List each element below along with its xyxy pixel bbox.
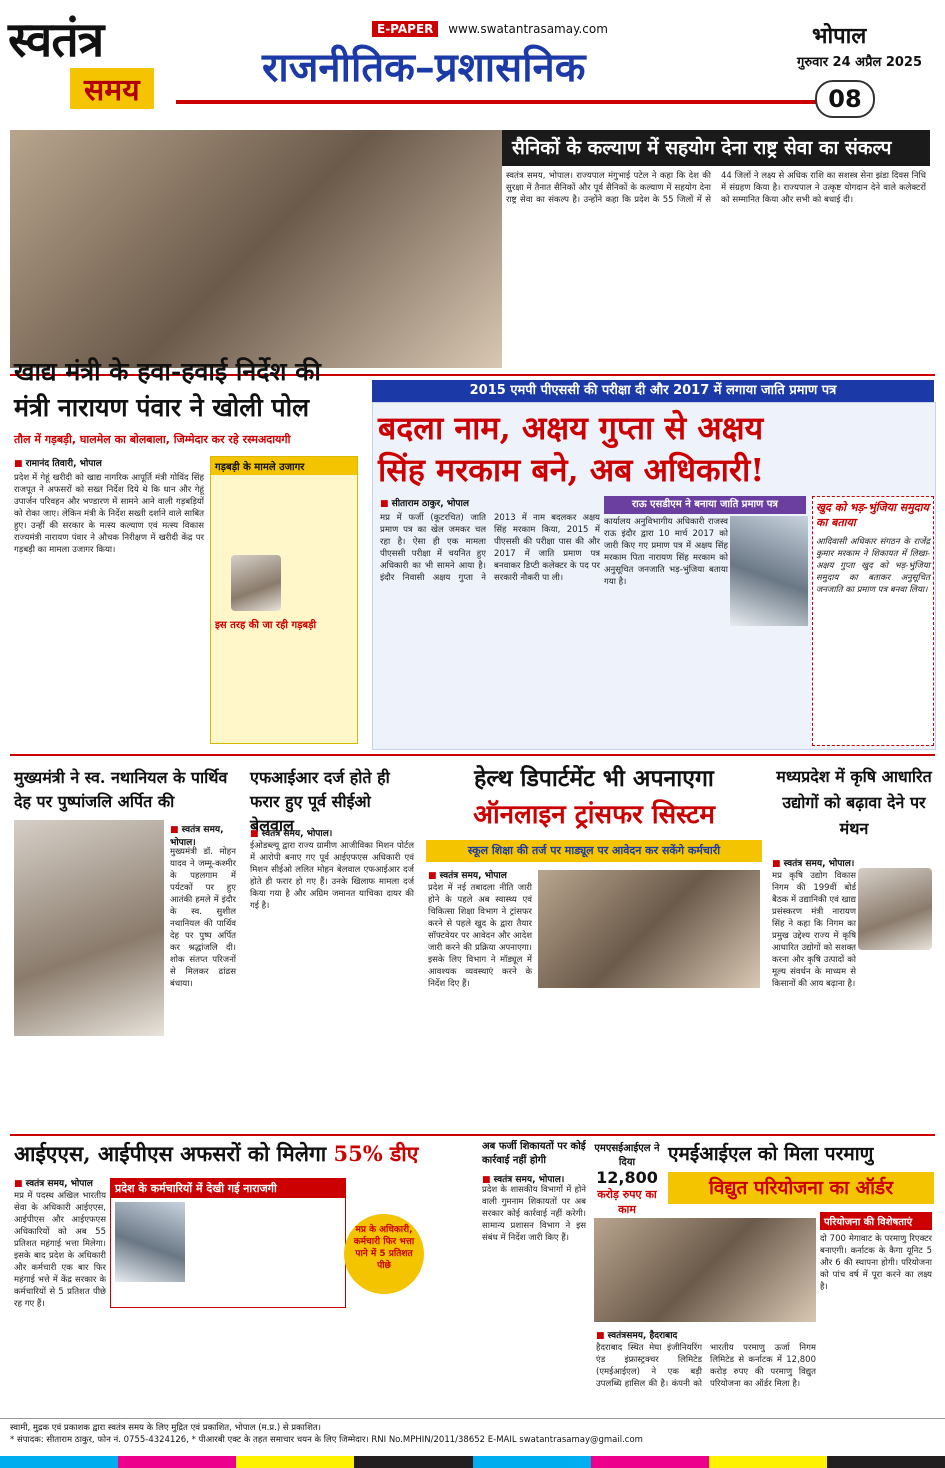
story7-text: मप्र कृषि उद्योग विकास निगम की 199वीं बोर्ड बैठक में उद्यानिकी एवं खाद्य प्रसंस्करण मंत्री नारायण सिंह ने कहा कि निगम का प्रमुख उद्देश्य राज्य में कृषि आधारित उद्योगों को सशक्त करना और कृषि उत्पादों को मूल्य संवर्धन के माध्यम से किसानों की आय बढ़ाना है। <box>772 871 857 989</box>
epaper-tag: E-PAPER <box>372 21 438 37</box>
story2-headline: खाद्य मंत्री के हवा-हवाई निर्देश की मंत्री नारायण पंवार ने खोली पोल <box>14 357 321 422</box>
masthead-top: स्वतंत्र <box>8 12 104 68</box>
story10-byline: ■ स्वतंत्रसमय, हैदराबाद <box>596 1328 677 1341</box>
imprint-line-1: स्वामी, मुद्रक एवं प्रकाशक द्वारा स्वतंत्र समय के लिए मुद्रित एवं प्रकाशित, भोपाल (म.प्र.) से प्रकाशित। <box>10 1423 321 1433</box>
story7-headline: मध्यप्रदेश में कृषि आधारित उद्योगों को बढ़ावा देने पर मंथन <box>776 767 932 838</box>
story3-text: मप्र में फर्जी (कूटरचित) जाति प्रमाण पत्र का खेल जमकर चल रहा है। ऐसा ही एक मामला पीएससी परीक्षा में चयनित हुए अधिकारी का भी सामने आया है। इंदौर निवासी अक्षय गुप्ता ने 2013 में नाम बदलकर अक्षय सिंह मरकाम किया, 2015 में पीएससी की परीक्षा पास की और 2017 में जाति प्रमाण पत्र बनवाकर डिप्टी कलेक्टर के पद पर सरकारी नौकरी पा ली। <box>380 513 600 583</box>
story3-side-text: आदिवासी अधिकार संगठन के राजेंद्र कुमार मरकाम ने शिकायत में लिखा-अक्षय गुप्ता खुद को भड़-भुंजिया समुदाय का बताकर अनुसूचित जनजाति का प्रमाण पत्र बनवा लिया। <box>816 537 930 595</box>
story1-text: स्वतंत्र समय, भोपाल। राज्यपाल मंगुभाई पटेल ने कहा कि देश की सुरक्षा में तैनात सैनिकों और पूर्व सैनिकों के कल्याण में सहयोग देना राष्ट्र सेवा का संकल्प है। उन्होंने कहा कि प्रदेश के 55 जिलों में से 44 जिलों ने लक्ष्य से अधिक राशि का सशस्त्र सेना झंडा दिवस निधि में संग्रहण किया है। राज्यपाल ने उत्कृष्ट योगदान देने वाले कलेक्टरों को सम्मानित किया और सभी को बधाई दी। <box>506 171 926 205</box>
story2-sidebox <box>210 456 358 744</box>
print-color-bar <box>0 1456 945 1468</box>
story5-text: ईओडब्ल्यू द्वारा राज्य ग्रामीण आजीविका मिशन पोर्टल में आरोपी बनाए गए पूर्व आईएफएस अधिकारी एवं मिशन सीईओ ललित मोहन बेलवाल एफआईआर दर्ज होते ही फरार हो गए हैं। उनके खिलाफ मामला दर्ज किया गया है और अग्रिम जमानत याचिका दायर की गई है। <box>250 841 414 911</box>
story3-byline: ■ सीताराम ठाकुर, भोपाल <box>380 496 469 509</box>
story2-subhead: तौल में गड़बड़ी, घालमेल का बोलबाला, जिम्मेदार कर रहे रस्मअदायगी <box>14 433 291 446</box>
story10-features <box>820 1212 932 1414</box>
city: भोपाल <box>812 24 867 49</box>
cm-tribute-photo <box>14 820 164 1036</box>
site-url[interactable]: www.swatantrasamay.com <box>448 22 608 36</box>
page-number: 08 <box>815 80 875 118</box>
story6-subhead: स्कूल शिक्षा की तर्ज पर माड्यूल पर आवेदन कर सकेंगे कर्मचारी <box>426 840 762 862</box>
story4-headline: मुख्यमंत्री ने स्व. नथानियल के पार्थिव देह पर पुष्पांजलि अर्पित की <box>14 768 228 811</box>
story5-headline: एफआईआर दर्ज होते ही फरार हुए पूर्व सीईओ बेलवाल <box>250 768 390 835</box>
story10-feature-title: परियोजना की विशेषताएं <box>820 1212 932 1230</box>
date: गुरुवार 24 अप्रैल 2025 <box>797 55 922 70</box>
story10-text: हैदराबाद स्थित मेघा इंजीनियरिंग एंड इंफ्रास्ट्रक्चर लिमिटेड (एमईआईएल) ने एक बड़ी उपलब्धि हासिल की है। कंपनी को भारतीय परमाणु ऊर्जा निगम लिमिटेड से कर्नाटक में 12,800 करोड़ रुपए की परमाणु विद्युत परियोजना का ऑर्डर मिला है। <box>596 1343 816 1389</box>
masthead-bottom: समय <box>70 68 154 109</box>
story6-text: प्रदेश में नई तबादला नीति जारी होने के पहले अब स्वास्थ्य एवं चिकित्सा शिक्षा विभाग ने ट्रांसफर करने से पहले खुद के द्वारा तैयार सॉफ्टवेयर पर आवेदन और आदेश जारी करने की प्रक्रिया अपनाएगा। इसके लिए विभाग ने मॉड्यूल में आवश्यक व्यवस्थाएं करने के निर्देश दिए हैं। <box>428 883 532 989</box>
imprint-line-2: * संपादक: सीताराम ठाकुर, फोन नं. 0755-4324126, * पीआरबी एक्ट के तहत समाचार चयन के लिए जिम्मेदार। RNI No.MPHIN/2011/38652 E-MAIL swatantrasamay@gmail.com <box>10 1435 643 1445</box>
story3-sidebox <box>812 496 934 746</box>
story3-subbar: राऊ एसडीएम ने बनाया जाति प्रमाण पत्र <box>604 496 806 514</box>
story8-text: मप्र में पदस्थ अखिल भारतीय सेवा के अधिकारी आईएएस, आईपीएस और आईएफएस अधिकारियों को अब 55 प्रतिशत महंगाई भत्ता मिलेगा। इसके बाद प्रदेश के अधिकारी और कर्मचारी एक बार फिर महंगाई भत्ते में केंद्र सरकार के कर्मचारियों से 5 प्रतिशत पीछे रह गए हैं। <box>14 1191 106 1309</box>
story3-text2: कार्यालय अनुविभागीय अधिकारी राजस्व राऊ इंदौर द्वारा 10 मार्च 2017 को जारी किए गए प्रमाण पत्र में अक्षय सिंह मरकाम पिता नारायण सिंह मरकाम को अनुसूचित जनजाति भड़-भुंजिया बताया गया है। <box>604 517 728 587</box>
story8-headline-pct: 55% डीए <box>333 1141 419 1166</box>
story3-topbar: 2015 एमपी पीएससी की परीक्षा दी और 2017 में लगाया जाति प्रमाण पत्र <box>372 380 934 402</box>
story9-text: प्रदेश के शासकीय विभागों में होने वाली गुमनाम शिकायतों पर अब सरकार कोई कार्रवाई नहीं करेगी। सामान्य प्रशासन विभाग ने इस संबंध में निर्देश जारी किए हैं। <box>482 1185 586 1243</box>
story8-box-title: प्रदेश के कर्मचारियों में देखी गई नाराजगी <box>111 1179 345 1198</box>
health-meeting-photo <box>538 870 760 988</box>
story6-headline-1: हेल्थ डिपार्टमेंट भी अपनाएगा <box>474 765 714 792</box>
minister-narayan-singh-photo <box>858 868 932 950</box>
story9-byline: ■ स्वतंत्र समय, भोपाल। <box>482 1172 564 1185</box>
minister-photo <box>231 555 281 611</box>
accused-photo <box>730 516 808 626</box>
story2-text: प्रदेश में गेहूं खरीदी को खाद्य नागरिक आपूर्ति मंत्री गोविंद सिंह राजपूत ने अफसरों को सख्त निर्देश दिये थे कि धान और गेहूं उपार्जन परिवहन और भण्डारण में सामने आने वाली गड़बड़ियों को रोका जाए। लेकिन मंत्री के निर्देश सख्ती दर्शाने वाले साबित हुए। उन्हीं की सरकार के मत्स्य कल्याण एवं मत्स्य विकास राज्यमंत्री नारायण पंवार ने औचक निरीक्षण में खरीदी केंद्र पर गड़बड़ी का मामला उजागर किया। <box>14 473 204 555</box>
story7-byline: ■ स्वतंत्र समय, भोपाल। <box>772 856 854 869</box>
story4-text: मुख्यमंत्री डॉ. मोहन यादव ने जम्मू-कश्मीर के पहलगाम में पर्यटकों पर हुए आतंकी हमले में इंदौर के स्व. सुशील नथानियल की पार्थिव देह पर पुष्प अर्पित कर श्रद्धांजलि दी। शोक संतप्त परिजनों से मिलकर ढांढस बंधाया। <box>170 847 236 989</box>
secretariat-building-photo <box>115 1202 185 1282</box>
governor-group-photo <box>10 130 502 368</box>
story8-headline-main: आईएएस, आईपीएस अफसरों को मिलेगा <box>14 1141 334 1166</box>
story10-side-1: एमएसईआईएल ने दिया <box>594 1143 660 1168</box>
divider <box>10 1134 935 1136</box>
story3-headline-2: सिंह मरकाम बने, अब अधिकारी! <box>378 451 765 489</box>
story3-headline-1: बदला नाम, अक्षय गुप्ता से अक्षय <box>378 409 764 447</box>
imprint-footer <box>0 1418 945 1454</box>
story2-box-title: गड़बड़ी के मामले उजागर <box>211 457 357 475</box>
story8-badge: मप्र के अधिकारी, कर्मचारी फिर भत्ता पाने में 5 प्रतिशत पीछे <box>344 1214 424 1294</box>
story10-side-3: करोड़ रुपए का काम <box>597 1188 657 1216</box>
story10-headline-2: विद्युत परियोजना का ऑर्डर <box>668 1172 934 1204</box>
story10-feature-text: दो 700 मेगावाट के परमाणु रिएक्टर बनाएगी। कर्नाटक के कैगा यूनिट 5 और 6 की स्थापना होगी। परियोजना को पांच वर्ष में पूरा करने का लक्ष्य है। <box>820 1234 932 1292</box>
divider <box>10 754 935 756</box>
story2-box-sub: इस तरह की जा रही गड़बड़ी <box>215 620 317 631</box>
masthead <box>8 14 168 114</box>
story10-side-2: 12,800 <box>596 1168 658 1187</box>
story8-headline <box>14 1138 480 1170</box>
story6-byline: ■ स्वतंत्र समय, भोपाल <box>428 868 507 881</box>
header-rule <box>176 100 816 126</box>
story10-sidebox <box>592 1140 662 1217</box>
section-title: राजनीतिक–प्रशासनिक <box>262 44 586 91</box>
story5-byline: ■ स्वतंत्र समय, भोपाल। <box>250 826 332 839</box>
story6-headline-2: ऑनलाइन ट्रांसफर सिस्टम <box>473 800 715 830</box>
story8-box <box>110 1178 346 1308</box>
story4-byline: ■ स्वतंत्र समय, भोपाल। <box>170 822 236 848</box>
story3-side-title: खुद को भड़-भुंजिया समुदाय का बताया <box>816 501 929 529</box>
story10-headline-1: एमईआईएल को मिला परमाणु <box>668 1143 874 1165</box>
story8-byline: ■ स्वतंत्र समय, भोपाल <box>14 1176 93 1189</box>
story1-headline: सैनिकों के कल्याण में सहयोग देना राष्ट्र सेवा का संकल्प <box>502 130 930 166</box>
meil-signing-photo <box>594 1218 816 1322</box>
story9-headline: अब फर्जी शिकायतों पर कोई कार्रवाई नहीं होगी <box>482 1141 586 1166</box>
story2-byline: ■ रामानंद तिवारी, भोपाल <box>14 456 102 469</box>
epaper-line <box>372 22 608 36</box>
